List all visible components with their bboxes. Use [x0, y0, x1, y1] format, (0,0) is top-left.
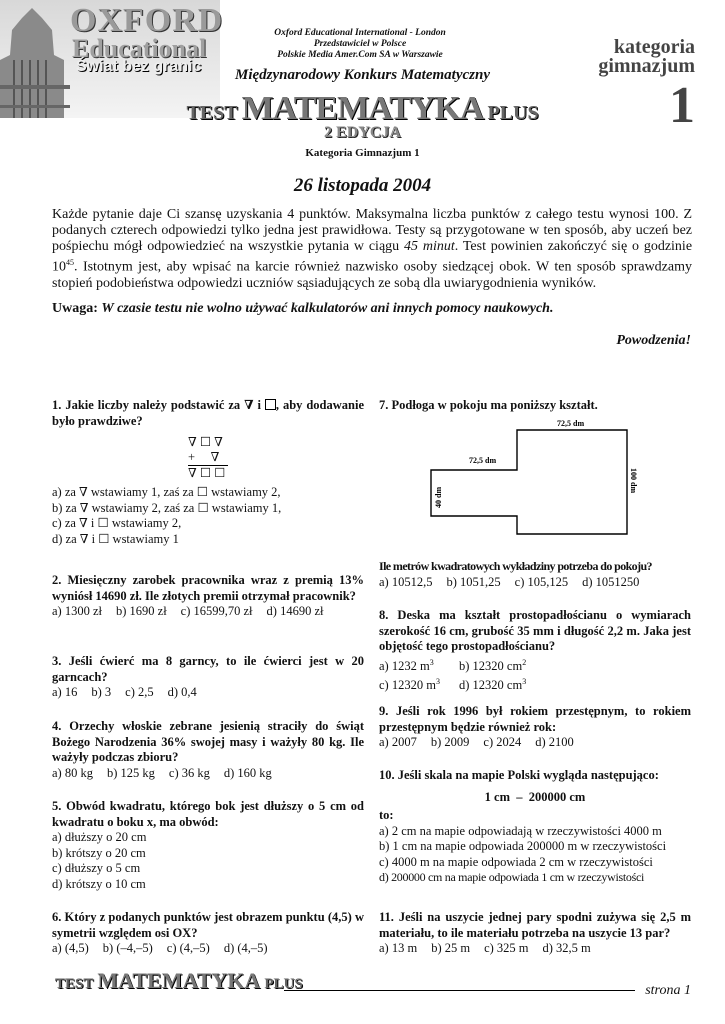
question-8	[379, 608, 691, 694]
question-5	[52, 799, 364, 892]
q6-answers	[52, 941, 364, 957]
q9-answer-c: c) 2024	[483, 735, 522, 749]
q1-answer-d: d) za ∇ i ☐ wstawiamy 1	[52, 531, 179, 546]
question-7-text: 7. Podłoga w pokoju ma poniższy kształt.	[379, 398, 598, 412]
publisher-line-1: Oxford Educational International - London	[274, 28, 446, 38]
category-number: 1	[669, 77, 695, 134]
q4-answer-c: c) 36 kg	[168, 765, 210, 780]
q1-answer-a: a) za ∇ wstawiamy 1, zaś za ☐ wstawiamy 2,	[52, 485, 281, 499]
q2-answer-b: b) 1690 zł	[115, 604, 167, 618]
q5-answer-d: d) krótszy o 10 cm	[52, 876, 146, 891]
q4-answers	[52, 766, 364, 782]
question-9	[379, 704, 691, 751]
logo-slogan: Świat bez granic	[76, 58, 202, 75]
q4-answer-d: d) 160 kg	[223, 765, 272, 780]
q11-answer-d: d) 32,5 m	[542, 941, 591, 955]
dim-mid: 72,5 dm	[469, 456, 497, 465]
question-9-text: 9. Jeśli rok 1996 był rokiem przestępnym, to rokiem przestępnym będzie również rok:	[379, 704, 691, 734]
q8-answer-d	[459, 678, 526, 692]
q2-answer-c: c) 16599,70 zł	[180, 604, 253, 618]
edition: 2 EDYCJA	[324, 124, 401, 141]
q1-equation	[188, 435, 364, 481]
q1-row-1: ∇ ☐ ∇	[188, 435, 223, 449]
q8-a-text: a) 1232 m	[379, 658, 430, 673]
q11-answers	[379, 941, 691, 957]
question-7-question: Ile metrów kwadratowych wykładziny potrzeba do pokoju?	[379, 559, 652, 573]
logo-educational-text: Educational	[72, 34, 207, 63]
category-level: gimnazjum	[598, 55, 695, 77]
q11-answer-b: b) 25 m	[431, 941, 471, 955]
q5-answer-b: b) krótszy o 20 cm	[52, 845, 146, 860]
dim-top: 72,5 dm	[557, 419, 585, 428]
q10-scale: 1 cm – 200000 cm	[484, 789, 586, 804]
dim-right: 100 dm	[629, 468, 638, 494]
question-1-text	[52, 398, 364, 429]
footer-brand-test: TEST	[55, 976, 94, 992]
q7-answer-b: b) 1051,25	[446, 574, 501, 589]
q10-answer-b: b) 1 cm na mapie odpowiada 200000 m w rzeczywistości	[379, 839, 667, 853]
q8-answer-b	[459, 659, 526, 673]
q8-b-sup: 2	[522, 657, 527, 667]
warning-label: Uwaga:	[52, 301, 98, 316]
q3-answers	[52, 685, 364, 701]
q2-answer-d: d) 14690 zł	[266, 604, 324, 618]
category-line: Kategoria Gimnazjum 1	[305, 147, 420, 159]
q5-answer-c: c) dłuższy o 5 cm	[52, 861, 141, 875]
floor-plan-diagram	[419, 418, 689, 548]
q4-answer-b: b) 125 kg	[106, 765, 155, 780]
question-1	[52, 398, 364, 547]
q9-answer-b: b) 2009	[430, 735, 470, 749]
q11-answer-a: a) 13 m	[379, 941, 418, 955]
q8-c-text: c) 12320 m	[379, 678, 436, 693]
q8-d-text: d) 12320 cm	[459, 678, 523, 693]
question-6-text: 6. Który z podanych punktów jest obrazem punktu (4,5) w symetrii względem osi OX?	[52, 910, 364, 940]
question-11	[379, 910, 691, 957]
intro-paragraph	[52, 207, 692, 292]
floor-shape	[431, 430, 627, 534]
q3-answer-a: a) 16	[52, 685, 78, 699]
q10-answer-a: a) 2 cm na mapie odpowiadają w rzeczywistości 4000 m	[379, 823, 662, 838]
q7-answer-a: a) 10512,5	[379, 574, 433, 589]
publisher-line-3: Polskie Media Amer.Com SA w Warszawie	[277, 50, 443, 60]
square-icon	[265, 399, 276, 410]
q8-a-sup: 3	[429, 657, 434, 667]
q2-answers	[52, 604, 364, 620]
q8-c-sup: 3	[435, 677, 440, 687]
question-3-text: 3. Jeśli ćwierć ma 8 garncy, to ile ćwierci jest w 20 garncach?	[52, 654, 364, 684]
q1-answer-b: b) za ∇ wstawiamy 2, zaś za ☐ wstawiamy 1,	[52, 500, 282, 515]
warning-text: W czasie testu nie wolno używać kalkulatorów ani innych pomocy naukowych.	[101, 301, 554, 316]
logo-oxford-text: OXFORD	[70, 2, 224, 39]
q10-answer-c: c) 4000 m na mapie odpowiada 2 cm w rzeczywistości	[379, 854, 653, 869]
question-5-text: 5. Obwód kwadratu, którego bok jest dłuższy o 5 cm od kwadratu o boku x, ma obwód:	[52, 799, 364, 829]
intro-p3: . Istotnym jest, aby wpisać na karcie również nazwisko osoby siedzącej obok. W ten sposób sprawdzamy stopień podobieństwa odpowiedzi uczniów sąsiadujących ze sobą dla uwiarygodnienia wyników.	[52, 259, 692, 291]
q2-answer-a: a) 1300 zł	[52, 604, 102, 618]
q1-row-2: + ∇	[188, 450, 228, 466]
question-11-text: 11. Jeśli na uszycie jednej pary spodni zużywa się 2,5 m materiału, to ile materiału potrzeba na uszycie 13 par?	[379, 910, 691, 940]
warning	[52, 301, 692, 317]
q8-b-text: b) 12320 cm	[459, 658, 523, 673]
question-8-text: 8. Deska ma kształt prostopadłościanu o wymiarach szerokość 16 cm, grubość 35 mm i długość 2,2 m. Jaka jest objętość tego prostopadłościanu?	[379, 608, 691, 653]
brand-plus: PLUS	[487, 102, 539, 124]
q5-answer-a: a) dłuższy o 20 cm	[52, 830, 147, 844]
footer-brand-main: MATEMATYKA	[97, 968, 261, 993]
category-word: kategoria	[613, 36, 695, 58]
contest-name: Międzynarodowy Konkurs Matematyczny	[234, 67, 490, 83]
q7-answers	[379, 575, 691, 591]
q1-row-3: ∇ ☐ ☐	[188, 466, 226, 480]
publisher-line-2: Przedstawiciel w Polsce	[313, 39, 407, 49]
question-2	[52, 573, 364, 620]
q3-answer-b: b) 3	[91, 685, 112, 699]
question-6	[52, 910, 364, 957]
q8-answer-a	[379, 655, 459, 675]
q6-answer-a: a) (4,5)	[52, 941, 89, 955]
q8-answers-row-1	[379, 655, 691, 675]
question-10-text: 10. Jeśli skala na mapie Polski wygląda następująco:	[379, 768, 659, 782]
question-4	[52, 719, 364, 781]
q7-answer-c: c) 105,125	[514, 574, 569, 589]
intro-sup: 45	[66, 258, 74, 267]
test-date: 26 listopada 2004	[293, 175, 432, 196]
footer-brand	[55, 968, 303, 994]
question-3	[52, 654, 364, 701]
q10-answer-d: d) 200000 cm na mapie odpowiada 1 cm w rzeczywistości	[379, 870, 645, 884]
q11-answer-c: c) 325 m	[484, 941, 529, 955]
footer-rule	[284, 990, 635, 991]
intro-p1: Każde pytanie daje Ci szansę uzyskania 4 punktów. Maksymalna liczba punktów z całego testu wynosi 100. Z podanych czterech odpowiedzi tylko jedna jest prawidłowa. Testy są przygotowane w ten sposób, aby uczeń bez pośpiechu mógł odpowiedzieć na wszystkie pytania w ciągu	[52, 207, 692, 254]
page-number: strona 1	[645, 983, 691, 998]
q6-answer-d: d) (4,–5)	[223, 941, 268, 955]
brand-title	[0, 90, 725, 128]
good-luck: Powodzenia!	[616, 333, 691, 348]
q6-answer-b: b) (–4,–5)	[102, 941, 153, 955]
q3-answer-c: c) 2,5	[125, 685, 154, 699]
q4-answer-a: a) 80 kg	[52, 765, 93, 780]
q6-answer-c: c) (4,–5)	[166, 941, 210, 955]
question-7-bottom	[379, 559, 691, 590]
q9-answer-d: d) 2100	[535, 735, 574, 749]
brand-test: TEST	[186, 102, 238, 124]
question-7	[379, 398, 691, 414]
dim-left: 40 dm	[434, 486, 443, 508]
intro-time: 45 minut	[404, 239, 455, 254]
intro-p2: . Test powinien zakończyć się o godzinie 10	[52, 239, 693, 275]
q8-answer-c	[379, 674, 459, 694]
question-10	[379, 768, 691, 886]
q8-d-sup: 3	[522, 677, 527, 687]
q7-answer-d: d) 1051250	[582, 574, 640, 589]
brand-main: MATEMATYKA	[241, 90, 484, 127]
footer-brand-plus: PLUS	[264, 976, 303, 992]
q10-to: to:	[379, 808, 394, 822]
q1-text-a: 1. Jakie liczby należy podstawić za ∇ i	[52, 398, 265, 412]
question-4-text: 4. Orzechy włoskie zebrane jesienią straciły do świąt Bożego Narodzenia 36% swojej masy i ważyły 80 kg. Ile ważyły podczas zbioru?	[52, 719, 364, 764]
q9-answer-a: a) 2007	[379, 735, 417, 749]
question-2-text: 2. Miesięczny zarobek pracownika wraz z premią 13% wyniósł 14690 zł. Ile złotych premii otrzymał pracownik?	[52, 573, 364, 603]
q3-answer-d: d) 0,4	[167, 685, 197, 699]
q1-text-b: , aby dodawanie było prawdziwe?	[52, 398, 365, 428]
q1-answer-c: c) za ∇ i ☐ wstawiamy 2,	[52, 516, 182, 530]
q8-answers-row-2	[379, 674, 691, 694]
q9-answers	[379, 735, 691, 751]
